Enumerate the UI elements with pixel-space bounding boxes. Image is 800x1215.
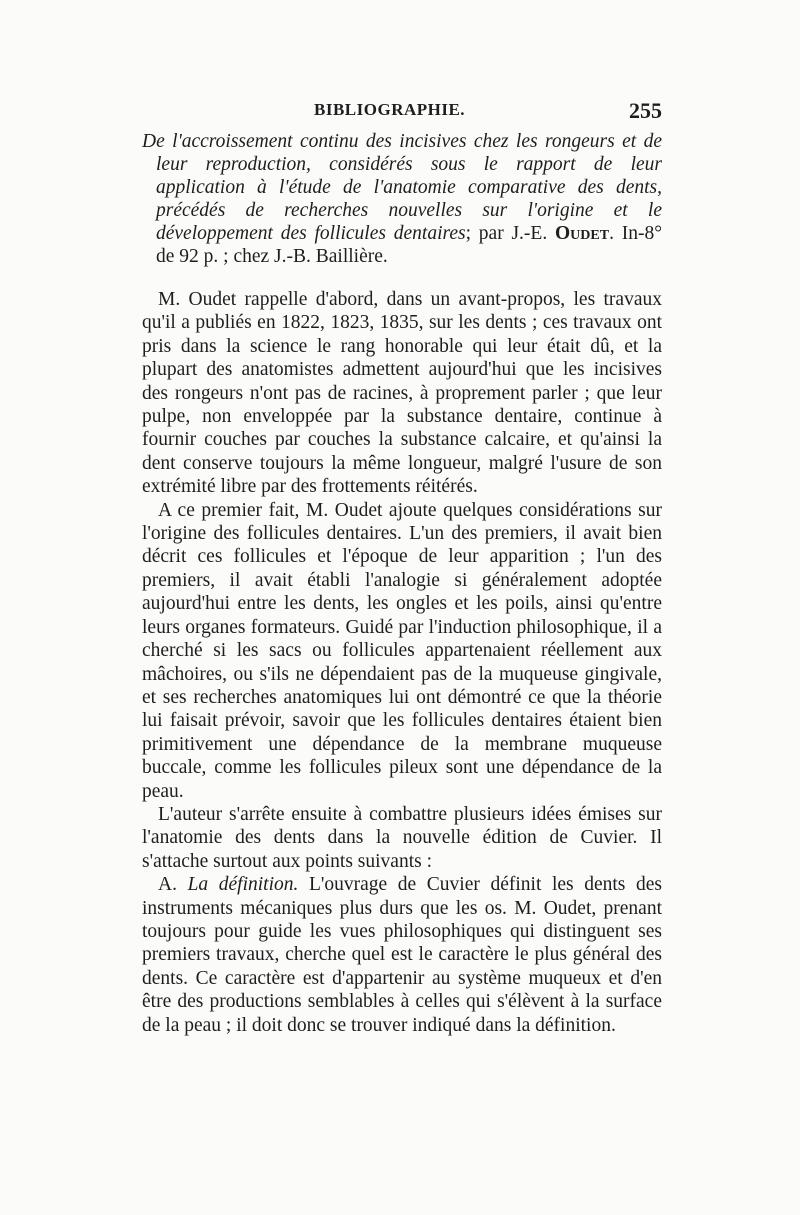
entry-author: Oudet [554,223,610,244]
bibliography-entry [142,130,662,268]
point-text: L'ouvrage de Cuvier définit les dents des instruments mécaniques plus durs que les os. M. Oudet, prenant toujours pour guide les vues philosophiques qui distinguent ses premiers travaux, cherche quel est le caractère le plus général des dents. Ce caractère est d'appartenir au système muqueux et d'en être des productions semblables à celles qui s'élèvent à la surface de la peau ; il doit donc se trouver indiqué dans la définition. [142,874,662,1036]
running-title: BIBLIOGRAPHIE. [314,100,466,119]
point-label: A. [158,874,188,896]
entry-separator: ; par J.-E. [465,223,555,244]
paragraph-intro: M. Oudet rappelle d'abord, dans un avant-propos, les travaux qu'il a publiés en 1822, 1823, 1835, sur les dents ; ces travaux ont pris dans la science le rang honorable qui leur était dû, et la plupart des anatomistes admettent aujourd'hui que les incisives des rongeurs n'ont pas de racines, à proprement parler ; que leur pulpe, non enveloppée par la substance dentaire, continue à fournir couches par couches la substance calcaire, et qu'ainsi la dent conserve toujours la même longueur, malgré l'usure de son extrémité libre par des frottements réitérés. [142,289,662,498]
paragraph-cuvier: L'auteur s'arrête ensuite à combattre plusieurs idées émises sur l'anatomie des dents dans la nouvelle édition de Cuvier. Il s'attache surtout aux points suivants : [142,803,662,872]
paragraph-definition [142,873,662,1037]
running-head [142,98,662,126]
page-number: 255 [629,98,662,123]
review-body [142,288,662,1037]
book-page [142,98,662,1037]
point-heading: La définition. [187,874,299,896]
entry-title: De l'accroissement continu des incisives chez les rongeurs et de leur reproduction, considérés sous le rapport de leur application à l'étude de l'anatomie comparative des dents, précédés de recherches nouvelles sur l'origine et le développement des follicules dentaires [142,131,662,244]
paragraph-follicles: A ce premier fait, M. Oudet ajoute quelques considérations sur l'origine des follicules dentaires. L'un des premiers, il avait bien décrit ces follicules et l'époque de leur apparition ; l'un des premiers, il avait établi l'analogie si généralement adoptée aujourd'hui entre les dents, les ongles et les poils, ainsi qu'entre leurs organes formateurs. Guidé par l'induction philosophique, il a cherché si les sacs ou follicules appartenaient réellement aux mâchoires, ou s'ils ne dépendaient pas de la muqueuse gingivale, et ses recherches anatomiques lui ont démontré ce que la théorie lui faisait prévoir, savoir que les follicules dentaires étaient bien primitivement une dépendance de la membrane muqueuse buccale, comme les follicules pileux sont une dépendance de la peau. [142,499,662,802]
entry-publication: . In-8° de 92 p. ; chez J.-B. Baillière. [156,223,662,267]
